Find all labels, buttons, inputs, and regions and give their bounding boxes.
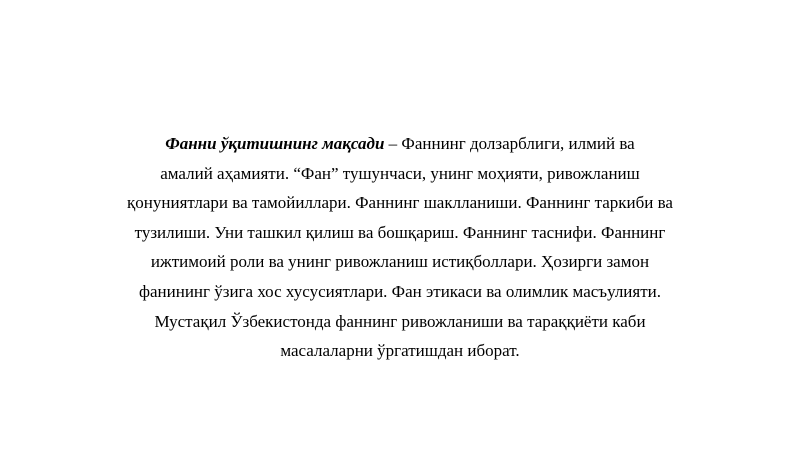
course-goal-paragraph xyxy=(120,129,680,366)
paragraph-line-3: қонуниятлари ва тамойиллари. Фаннинг шаклланиши. Фаннинг таркиби ва xyxy=(127,193,673,213)
paragraph-line-2: амалий аҳамияти. “Фан” тушунчаси, унинг моҳияти, ривожланиш xyxy=(160,163,640,183)
paragraph-line-6: фанининг ўзига хос хусусиятлари. Фан этикаси ва олимлик масъулияти. xyxy=(138,281,662,301)
course-goal-term: Фанни ўқитишнинг мақсади xyxy=(165,134,385,153)
paragraph-line-4: тузилиши. Уни ташкил қилиш ва бошқариш. Фаннинг таснифи. Фаннинг xyxy=(134,222,666,242)
paragraph-line-7: Мустақил Ўзбекистонда фаннинг ривожланиши ва тараққиёти каби xyxy=(154,311,646,331)
paragraph-line-1 xyxy=(120,129,680,159)
paragraph-line-5: ижтимоий роли ва унинг ривожланиш истиқболлари. Ҳозирги замон xyxy=(150,252,650,272)
paragraph-line-8: масалаларни ўргатишдан иборат. xyxy=(280,341,520,361)
paragraph-line-1-rest: – Фаннинг долзарблиги, илмий ва xyxy=(384,134,635,153)
